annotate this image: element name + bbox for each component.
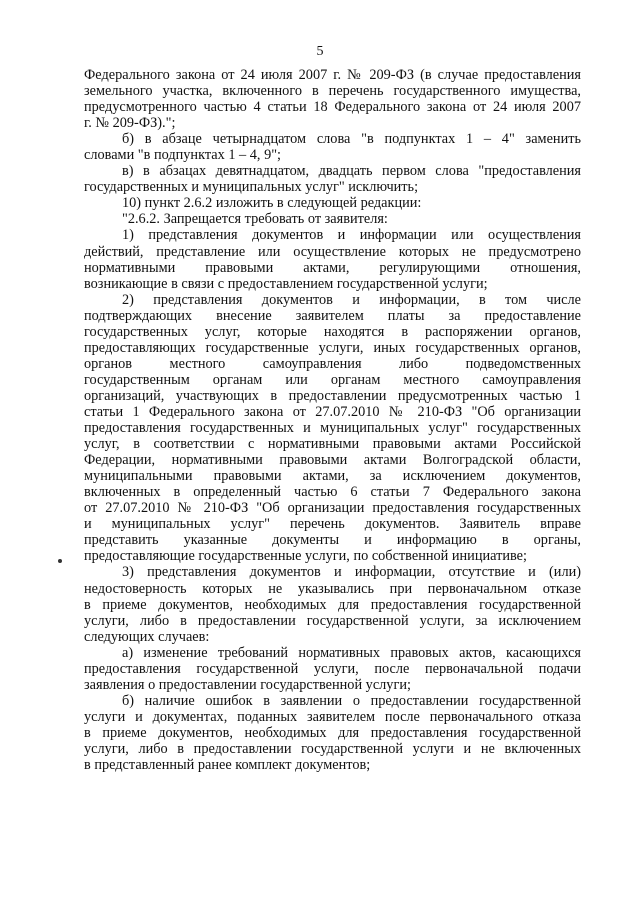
text-line: б) в абзаце четырнадцатом слова "в подпунктах 1 – 4" заменить bbox=[122, 131, 581, 148]
text-line: включенных в определенный частью 6 статьи 7 Федерального закона bbox=[84, 484, 581, 501]
text-line: органов местного самоуправления либо подведомственных bbox=[84, 355, 581, 372]
text-line: услуги, либо в предоставлении государственной услуги, за исключением bbox=[84, 612, 581, 629]
text-line: государственных и муниципальных услуг" исключить; bbox=[84, 179, 419, 196]
text-line: предоставления государственных и муниципальных услуг" государственных bbox=[84, 420, 581, 437]
text-line: услуги, либо в предоставлении государственной услуги и не включенных bbox=[84, 740, 581, 757]
text-line: предоставляющие государственные услуги, по собственной инициативе; bbox=[84, 548, 527, 565]
text-line: статьи 1 Федерального закона от 27.07.2010 № 210-ФЗ "Об организации bbox=[84, 403, 581, 420]
text-line: нормативными правовыми актами, регулирующими отношения, bbox=[84, 259, 581, 276]
text-line: услуги и документах, поданных заявителем после первоначального отказа bbox=[84, 708, 581, 725]
text-line: предоставляющих государственные услуги, иных государственных органов, bbox=[84, 339, 581, 356]
text-line: услуг, в соответствии с нормативными правовыми актами Российской bbox=[84, 436, 581, 453]
text-line: возникающие в связи с предоставлением государственной услуги; bbox=[84, 275, 488, 292]
text-line: 10) пункт 2.6.2 изложить в следующей редакции: bbox=[122, 195, 422, 212]
text-line: государственных услуг, которые находятся в распоряжении органов, bbox=[84, 323, 581, 340]
text-line: 2) представления документов и информации, в том числе bbox=[122, 291, 581, 308]
text-line: 3) представления документов и информации, отсутствие и (или) bbox=[122, 564, 581, 581]
text-line: земельного участка, включенного в перечень государственного имущества, bbox=[84, 83, 581, 100]
text-line: "2.6.2. Запрещается требовать от заявителя: bbox=[122, 211, 388, 228]
text-line: предоставления государственной услуги, после первоначальной подачи bbox=[84, 660, 581, 677]
text-line: в приеме документов, необходимых для предоставления государственной bbox=[84, 596, 581, 613]
text-line: государственным органам или органам местного самоуправления bbox=[84, 371, 581, 388]
text-line: в приеме документов, необходимых для предоставления государственной bbox=[84, 724, 581, 741]
text-line: в) в абзацах девятнадцатом, двадцать первом слова "предоставления bbox=[122, 163, 581, 180]
text-line: подтверждающих внесение заявителем платы за предоставление bbox=[84, 307, 581, 324]
scan-speck-mark bbox=[58, 559, 62, 563]
text-line: от 27.07.2010 № 210-ФЗ "Об организации предоставления государственных bbox=[84, 500, 581, 517]
document-body-text bbox=[84, 67, 581, 773]
text-line: Федерального закона от 24 июля 2007 г. № 209-ФЗ (в случае предоставления bbox=[84, 67, 581, 83]
page-number: 5 bbox=[316, 44, 324, 59]
text-line: предусмотренного частью 4 статьи 18 Федерального закона от 24 июля 2007 bbox=[84, 99, 581, 116]
text-line: организаций, участвующих в предоставлении предусмотренных частью 1 bbox=[84, 387, 581, 404]
text-line: г. № 209-ФЗ)."; bbox=[84, 115, 176, 132]
text-line: следующих случаев: bbox=[84, 628, 210, 645]
text-line: заявления о предоставлении государственной услуги; bbox=[84, 676, 411, 693]
text-line: действий, представление или осуществление которых не предусмотрено bbox=[84, 243, 581, 260]
text-line: недостоверность которых не указывались при первоначальном отказе bbox=[84, 580, 581, 597]
text-line: представить указанные документы и информацию в органы, bbox=[84, 532, 581, 549]
text-line: словами "в подпунктах 1 – 4, 9"; bbox=[84, 147, 282, 164]
text-line: 1) представления документов и информации или осуществления bbox=[122, 227, 581, 244]
text-line: и муниципальных услуг" перечень документов. Заявитель вправе bbox=[84, 516, 581, 533]
text-line: а) изменение требований нормативных правовых актов, касающихся bbox=[122, 644, 581, 661]
text-line: муниципальными правовыми актами, за исключением документов, bbox=[84, 468, 581, 485]
text-line: Федерации, нормативными правовыми актами Волгоградской области, bbox=[84, 452, 581, 469]
text-line: в представленный ранее комплект документов; bbox=[84, 757, 371, 774]
text-line: б) наличие ошибок в заявлении о предоставлении государственной bbox=[122, 692, 581, 709]
